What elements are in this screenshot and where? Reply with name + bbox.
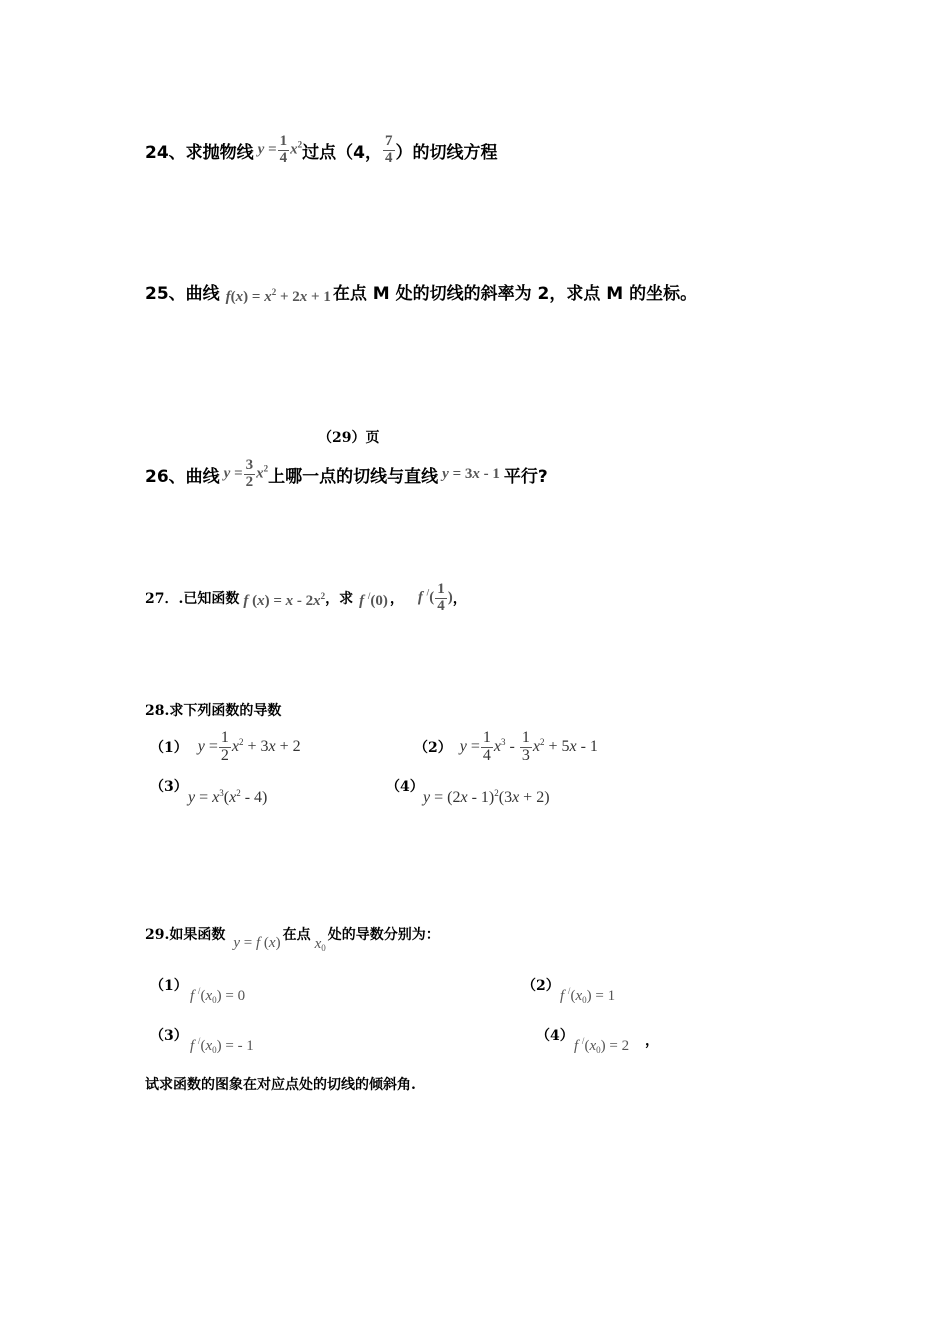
- question-text: 在点 M 处的切线的斜率为 2，求点 M 的坐标。: [332, 283, 698, 304]
- question-number: 26、: [145, 466, 186, 487]
- question-number: 24、: [145, 142, 186, 163]
- formula-part-3: $y = x^3(x^2 - 4)$: [188, 788, 268, 806]
- question-text: 求抛物线: [185, 142, 254, 163]
- formula-function: y = f (x): [233, 935, 281, 951]
- formula-fraction: $\frac{7}{4}$: [385, 132, 393, 166]
- question-text: ）的切线方程: [395, 142, 498, 163]
- formula-curve: $f(x) = x^2 + 2x + 1$: [225, 286, 331, 305]
- formula-point: $x_0$: [314, 936, 326, 953]
- part-label: （2）: [414, 740, 452, 756]
- question-24: [145, 128, 498, 172]
- part-label: （4）: [536, 1028, 574, 1044]
- formula-derivative-4: f $^/(x_0) = 2$: [574, 1036, 630, 1055]
- formula-derivative-quarter: f /( $\frac{1}{4}$ ): [417, 580, 453, 614]
- formula-line: y = 3x - 1: [442, 465, 500, 482]
- question-number: 25、: [145, 283, 186, 304]
- question-number: 27．: [145, 591, 179, 607]
- question-text: .已知函数: [178, 591, 240, 607]
- question-27: [145, 576, 467, 620]
- formula-parabola: y = $\frac{1}{4}$ $x^2$: [257, 132, 303, 166]
- formula-part-1: y = $\frac{1}{2}$ $x^2 + 3x + 2$: [197, 728, 301, 764]
- formula-derivative-2: f $^/(x_0) = 1$: [560, 986, 616, 1005]
- question-text: 曲线: [185, 466, 220, 487]
- formula-curve: y = $\frac{3}{2}$ $x^2$: [223, 456, 269, 490]
- formula-function: f $(x) = x - 2x^2$: [243, 590, 326, 609]
- formula-part-4: y = (2x - 1)$^2$(3x + 2): [423, 788, 550, 806]
- question-text: 曲线: [185, 283, 220, 304]
- question-25: [145, 276, 697, 306]
- question-28-part-2: [414, 725, 598, 769]
- formula-derivative-1: f $^/(x_0) = 0$: [190, 986, 246, 1005]
- part-label: （1）: [150, 740, 188, 756]
- part-label: （4）: [386, 779, 424, 795]
- question-text: 过点（4，: [302, 142, 382, 163]
- page-reference: （29）页: [318, 430, 380, 446]
- question-28-title: 28.求下列函数的导数: [145, 703, 282, 719]
- question-text: ，求: [325, 591, 354, 607]
- formula-derivative-3: f $^/(x_0)$ = - 1: [190, 1036, 254, 1055]
- part-label: （2）: [522, 978, 560, 994]
- formula-derivative-zero: f /(0): [359, 590, 388, 609]
- part-label: （3）: [150, 779, 188, 795]
- question-text: 上哪一点的切线与直线: [268, 466, 439, 487]
- punctuation-comma: ，: [645, 1033, 659, 1049]
- part-label: （1）: [150, 978, 188, 994]
- question-28-part-1: [150, 725, 301, 769]
- question-29-footer: 试求函数的图象在对应点处的切线的倾斜角.: [145, 1077, 416, 1093]
- question-29-title: 29.如果函数 y = f (x) 在点 $x_0$ 处的导数分别为：: [145, 927, 440, 953]
- formula-part-2: y = $\frac{1}{4}$ $x^3$ - $\frac{1}{3}$ $x^2 + 5x - 1$: [459, 728, 598, 764]
- question-text: ，: [452, 591, 467, 607]
- question-text: 平行?: [503, 466, 548, 487]
- question-26: [145, 452, 548, 496]
- part-label: （3）: [150, 1028, 188, 1044]
- question-text: ，: [389, 591, 404, 607]
